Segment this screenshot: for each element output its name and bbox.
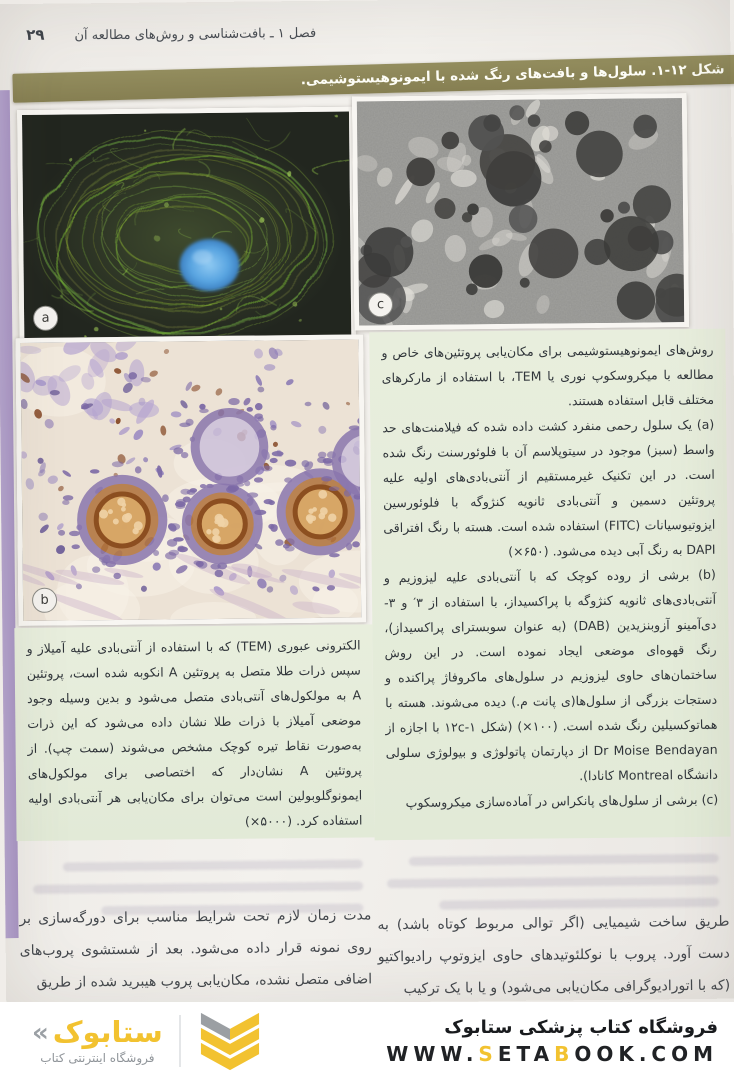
url-part-accent: S: [478, 1041, 498, 1066]
panel-label-c: c: [368, 292, 393, 317]
logo-wordmark-block: [32, 1017, 163, 1064]
logo-tagline: فروشگاه اینترنتی کتاب: [40, 1050, 155, 1065]
tem-granules-image: [357, 98, 684, 325]
panel-label-a: a: [33, 306, 58, 331]
setabook-chevron-icon: [197, 1011, 263, 1071]
chapter-title: فصل ۱ ـ بافت‌شناسی و روش‌های مطالعه آن: [74, 25, 317, 44]
page-number: ۲۹: [26, 25, 45, 44]
url-part: WWW.: [386, 1041, 479, 1066]
figure-description-panel-tem: الکترونی عبوری (TEM) که با استفاده از آنتی‌بادی علیه آمیلاز و سپس ذرات طلا متصل به پروتئین A انکوبه شده است، پروتئین A به مولکول‌های آنتی‌بادی متصل می‌شود و بدین وسیله وجود موضعی آمیلاز با ذرات طلا نشان داده می‌شود که این ذرات به‌صورت نقاط تیره کوچک مشخص می‌شوند (سمت چپ). از پروتئین A نشان‌دار که اختصاصی برای مولکول‌های ایمونوگلوبولین است می‌توان برای مکان‌یابی هر آنتی‌بادی اولیه استفاده کرد. (۵۰۰۰×): [26, 637, 363, 829]
figure-description-intro: روش‌های ایمونوهیستوشیمی برای مکان‌یابی پروتئین‌های خاص و مطالعه با میکروسکوپ نوری یا TEM، با استفاده از مارکرهای مختلف قابل استفاده هستند.: [381, 341, 715, 409]
store-branding: [386, 1017, 718, 1066]
logo-wordmark: ستابوک: [52, 1015, 163, 1050]
figure-description-left: [14, 624, 374, 841]
fluorescence-cell-image: [22, 112, 351, 339]
logo-divider: [179, 1015, 181, 1067]
page-header: [26, 23, 316, 44]
logo-arrow-icon: «: [32, 1017, 49, 1048]
store-url: [386, 1042, 718, 1066]
body-paragraph-right: طریق ساخت شیمیایی (اگر توالی مربوط کوتاه باشد) به دست آورد. پروب با نوکلئوتیدهای حاوی ایزوتوپ رادیواکتیو (که با اتورادیوگرافی مکان‌یابی می‌شود) و یا با یک ترکیب: [377, 913, 731, 998]
watermark-footer: [0, 1002, 734, 1080]
figure-description-panel-c: (c) برشی از سلول‌های پانکراس در آماده‌سازی میکروسکوپ: [405, 791, 719, 811]
bleedthrough-text-right: [381, 841, 726, 911]
url-part: OOK.COM: [574, 1041, 718, 1066]
figure-caption-text: شکل ۱۲-۱. سلول‌ها و بافت‌های رنگ شده با ایمونوهیستوشیمی.: [300, 61, 725, 89]
panel-label-b: b: [32, 588, 57, 613]
figure-panel-a-fluorescence-micrograph: [17, 107, 356, 345]
url-part: ETA: [497, 1041, 555, 1066]
setabook-logo: [32, 1011, 263, 1071]
figure-description-panel-a: (a) یک سلول رحمی منفرد کشت داده شده که فیلامنت‌های حد واسط (سبز) موجود در سیتوپلاسم آن با فلوئورسنت رنگ شده است. در این تکنیک غیرمستقیم از آنتی‌بادی‌های اولیه علیه پروتئین دسمین و آنتی‌بادی ثانویه کنژوگه با فلوئورسین ایزوتیوسیانات (FITC) استفاده شده است. هسته با رنگ افتراقی DAPI به رنگ آبی دیده می‌شود. (۶۵۰×): [382, 416, 716, 559]
figure-panel-c-tem-micrograph: [352, 93, 689, 330]
figure-panel-b-histology-micrograph: [15, 334, 366, 626]
figure-description-panel-b: (b) برشی از روده کوچک که با آنتی‌بادی علیه لیزوزیم و آنتی‌بادی‌های ثانویه کنژوگه با پراکسیداز، با استفاده از ۳′ و ۳-دی‌آمینو آزوبنزیدین (DAB) (به عنوان سوبسترای پراکسیداز)، رنگ قهوه‌ای موضعی ایجاد نموده است. در این روش ساختمان‌های حاوی لیزوزیم در سلول‌های ماکروفاژ پراکنده و دستجات بزرگی از سلول‌ها(ی پانت م.) دیده می‌شوند. هسته با هماتوکسیلین رنگ شده است. (۱۰۰×) (شکل ۱۲c-۱ با اجازه از Dr Moise Bendayan از دپارتمان پاتولوژی و بیولوژی سلولی دانشگاه Montreal کانادا).: [383, 566, 719, 784]
intestine-dab-image: [20, 339, 361, 621]
store-name: فروشگاه کتاب پزشکی ستابوک: [444, 1016, 718, 1038]
figure-description-right: [369, 329, 730, 841]
url-part-accent: B: [554, 1041, 575, 1066]
body-paragraph-left: مدت زمان لازم تحت شرایط مناسب برای دورگه‌سازی بر روی نمونه قرار داده می‌شود. بعد از شستشوی پروب‌های اضافی متصل نشده، مکان‌یابی پروب هیبرید شده از طریق: [19, 907, 373, 991]
